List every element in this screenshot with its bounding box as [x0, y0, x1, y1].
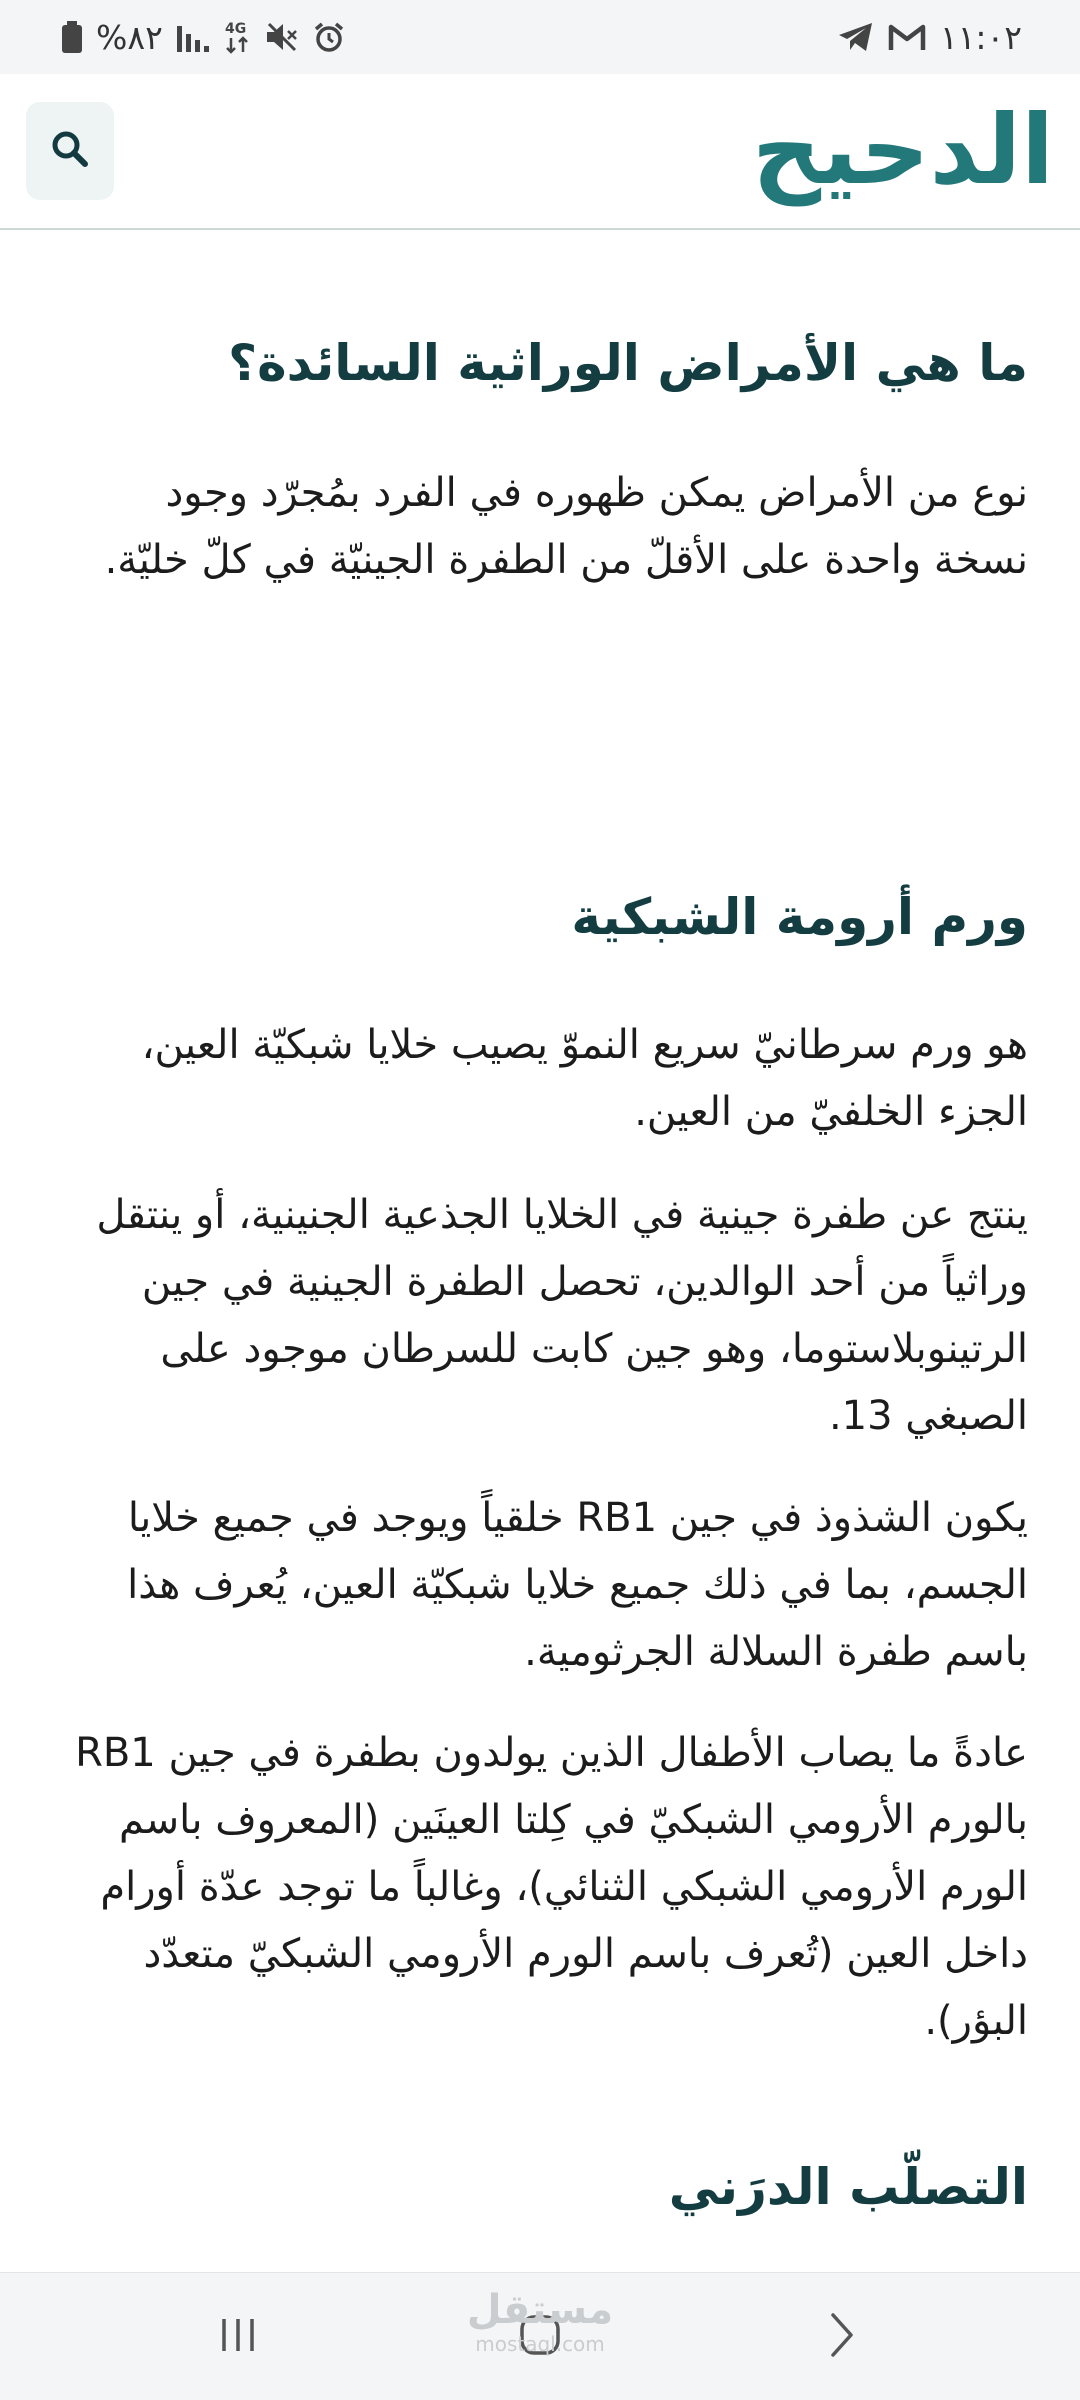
app-logo[interactable] [752, 96, 1054, 204]
paragraph: يكون الشذوذ في جين RB1 خلقياً ويوجد في جميع خلايا الجسم، بما في ذلك جميع خلايا شبكيّة العين، يُعرف هذا باسم طفرة السلالة الجرثومية. [127, 1495, 1028, 1675]
back-icon [827, 2311, 857, 2363]
paragraph: عادةً ما يصاب الأطفال الذين يولدون بطفرة في جين RB1 بالورم الأرومي الشبكيّ في كِلتا العينَين (المعروف باسم الورم الأرومي الشبكي الثنائي)، وغالباً ما توجد عدّة أورام داخل العين (تُعرف باسم الورم الأرومي الشبكيّ متعدّد البؤر). [75, 1730, 1028, 2044]
status-left [62, 18, 345, 57]
search-button[interactable] [26, 102, 114, 200]
data-icon [225, 20, 251, 54]
watermark-main: مستقل [466, 2287, 614, 2333]
section-heading: ورم أرومة الشبكية [571, 888, 1028, 946]
battery-icon [62, 21, 82, 53]
watermark-sub: mostaql.com [475, 2332, 605, 2356]
app-header [0, 74, 1080, 230]
gmail-icon [888, 22, 926, 52]
clock: ١١:٠٢ [939, 17, 1022, 57]
mute-icon [265, 21, 299, 53]
app-logo-text: الدحيح [752, 94, 1054, 206]
section-heading: ما هي الأمراض الوراثية السائدة؟ [228, 334, 1028, 392]
navigation-bar [0, 2272, 1080, 2400]
status-bar [0, 0, 1080, 74]
recents-button[interactable] [158, 2273, 318, 2400]
alarm-icon [313, 21, 345, 53]
watermark [455, 2287, 625, 2355]
search-icon [50, 129, 90, 173]
back-button[interactable] [762, 2273, 922, 2400]
battery-percent: %٨٢ [96, 17, 163, 57]
paragraph: ينتج عن طفرة جينية في الخلايا الجذعية الجنينية، أو ينتقل وراثياً من أحد الوالدين، تحصل الطفرة الجينية في جين الرتينوبلاستوما، وهو جين كابت للسرطان موجود على الصبغي 13. [96, 1192, 1028, 1439]
article-content [0, 232, 1080, 2272]
section-heading: التصلّب الدرَني [668, 2158, 1028, 2216]
status-right [838, 18, 1022, 57]
telegram-icon [838, 22, 874, 52]
paragraph: نوع من الأمراض يمكن ظهوره في الفرد بمُجرّد وجود نسخة واحدة على الأقلّ من الطفرة الجينيّة في كلّ خليّة. [104, 470, 1028, 583]
svg-text:4G: 4G [224, 21, 247, 37]
signal-icon [177, 22, 211, 52]
recents-icon [218, 2315, 258, 2359]
paragraph: هو ورم سرطانيّ سريع النموّ يصيب خلايا شبكيّة العين، الجزء الخلفيّ من العين. [141, 1022, 1028, 1135]
